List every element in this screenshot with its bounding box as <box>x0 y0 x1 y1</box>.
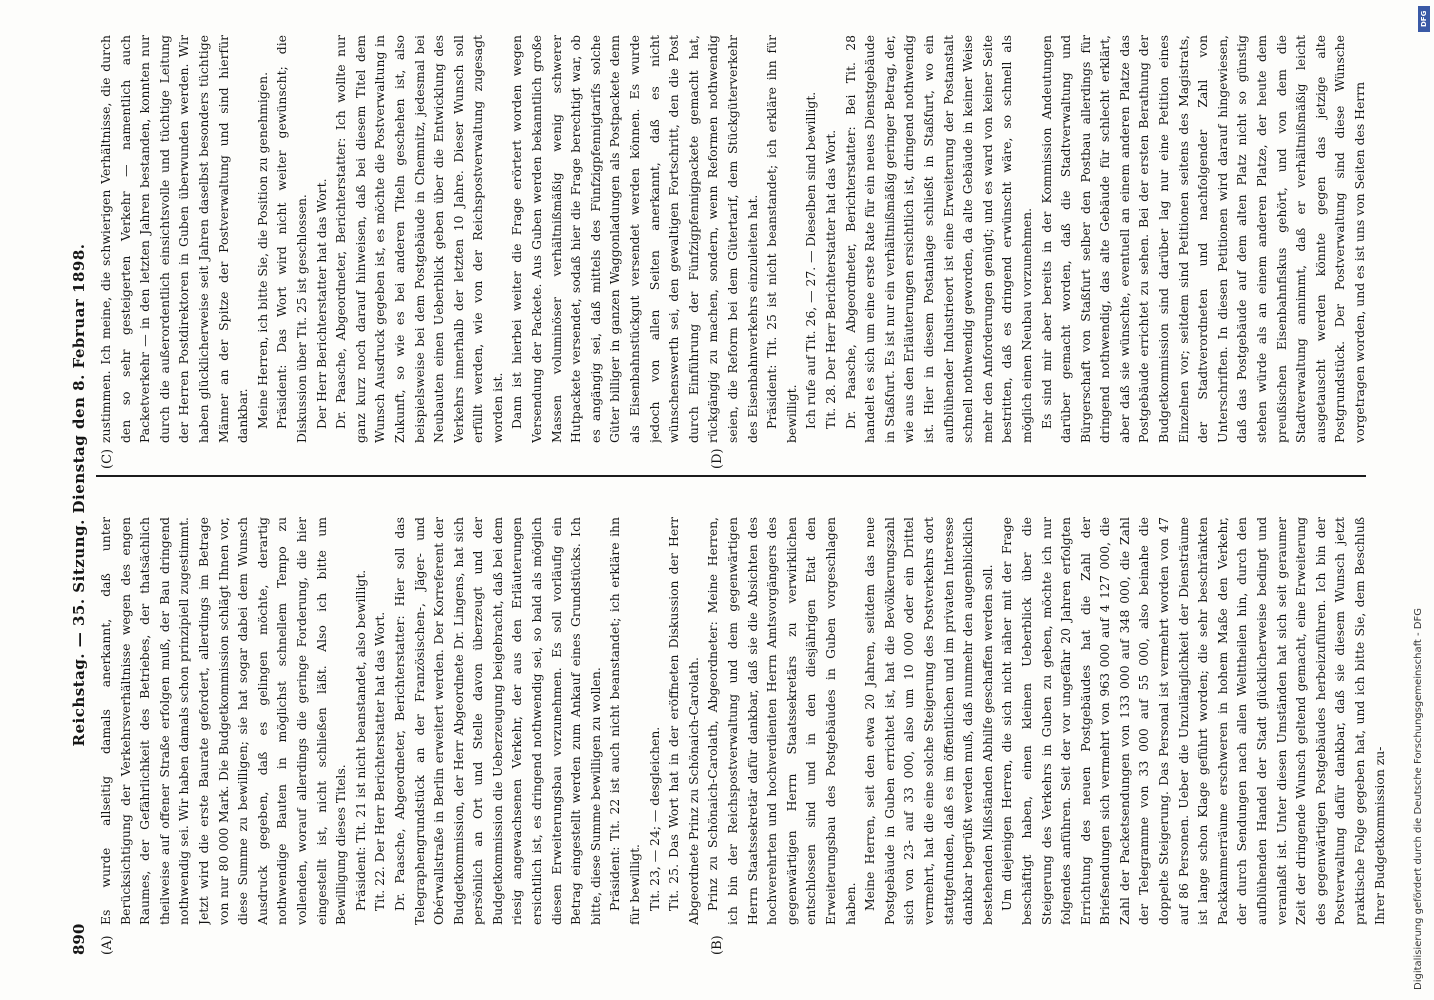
digitization-note <box>1413 0 1433 1000</box>
column-divider <box>96 475 1366 477</box>
paragraph: Ich rufe auf Tit. 26, — 27. — Dieselben sind bewilligt. <box>803 91 819 429</box>
paragraph: Präsident: Tit. 25 ist nicht beanstandet; ich erkläre ihn für bewilligt. <box>764 35 799 443</box>
paragraph: Um diejenigen Herren, die sich nicht näher mit der Frage beschäftigt haben, einen kleinen Ueberblick über die Steigerung des Verkehrs in Guben zu geben, möchte ich nur folgendes anführen. Seit der vor ungefähr 20 Jahren erfolgten Errichtung des neuen Postgebäudes hat die Zahl der Briefsendungen sich vermehrt von 963 000 auf 4 127 000, die Zahl der Packetsendungen von 133 000 auf 348 000, die Zahl der Telegramme von 33 000 auf 55 000, also beinahe die doppelte Steigerung. Das Personal ist vermehrt worden von 47 auf 86 Personen. Ueber die Unzulänglichkeit der Diensträume ist lange schon Klage geführt worden; die sehr beschränkten Packkammerräume erschweren in hohem Maße den Verkehr, der durch Sendungen nach allen Welttheilen hin, durch den aufblühenden Handel der Stadt glücklicherweise bedingt und veranlaßt ist. Unter diesen Umständen hat sich seit geraumer Zeit der dringende Wunsch geltend gemacht, eine Erweiterung des gegenwärtigen Postgebäudes herbeizuführen. Ich bin der Postverwaltung dafür dankbar, daß sie diesem Wunsch jetzt praktische Folge gegeben hat, und ich bitte Sie, dem Beschluß Ihrer Budgetkommission zu- <box>999 517 1387 925</box>
paragraph: Dann ist hierbei weiter die Frage erörtert worden wegen Versendung der Packete. Aus Guben werden bekanntlich große Massen voluminöser verhältnißmäßig wenig schwerer Hutpackete versendet, sodaß hier die Frage berechtigt war, ob es angängig sei, daß mittels des Fünfzigpfennigtarifs solche Güter billiger in ganzen Waggonladungen als Postpackete denn als Eisenbahnstückgut versendet werden können. Es wurde jedoch von allen Seiten anerkannt, daß es nicht wünschenswerth sei, den gewaltigen Fortschritt, den die Post durch Einführung der Fünfzigpfennigpackete gemacht hat, rückgängig zu machen, sondern, wenn Reformen nothwendig seien, die Reform bei dem Gütertarif, dem Stückgüterverkehr des Eisenbahnverkehrs einzuleiten hat. <box>509 35 760 443</box>
paragraph: Der Herr Berichterstatter hat das Wort. <box>313 178 329 429</box>
paragraph: Meine Herren, ich bitte Sie, die Position zu genehmigen. <box>254 71 270 429</box>
margin-marker-c: (C) <box>100 448 115 469</box>
paragraph: Präsident: Tit. 22 ist auch nicht beanstandet; ich erkläre ihn für bewilligt. <box>607 517 643 925</box>
margin-marker-a: (A) <box>100 935 115 955</box>
paragraph: Dr. Paasche, Abgeordneter, Berichterstatter: Bei Tit. 28 handelt es sich um eine erste Rate für ein neues Dienstgebäude in Staßfurt. Es ist nur ein verhältnißmäßig geringer Betrag, der, wie aus den Erläuterungen ersichtlich ist, dringend nothwendig ist. Hier in diesem Postanlage schließt in Staßfurt, wo ein aufblühender Industrieort ist eine Erweiterung der Postanstalt schnell nothwendig geworden, da alte Gebäude in keiner Weise mehr den Anforderungen genügt; und es ward von keiner Seite bestritten, daß es dringend erwünscht wäre, so schnell als möglich einen Neubau vorzunehmen. <box>842 35 1034 443</box>
margin-marker-d: (D) <box>710 448 725 469</box>
paragraph: Es wurde allseitig damals anerkannt, daß unter Berücksichtigung der Verkehrsverhältnisse wegen des engen Raumes, der Gefährlichkeit des Betriebes, der thatsächlich theilweise auf offener Straße erfolgen muß, der Bau dringend nothwendig sei. Wir haben damals schon prinzipiell zugestimmt. Jetzt wird die erste Baurate gefordert, allerdings im Betrage von nur 80 000 Mark. Die Budgetkommission schlägt Ihnen vor, diese Summe zu bewilligen; sie hat sogar dabei dem Wunsch Ausdruck gegeben, daß es gelingen möchte, derartig nothwendige Bauten in möglichst schnellem Tempo zu vollenden, worauf allerdings die geringe Forderung, die hier eingestellt ist, nicht schließen läßt. Also ich bitte um Bewilligung dieses Titels. <box>98 517 349 925</box>
page-header <box>70 35 92 955</box>
paragraph: zustimmen. Ich meine, die schwierigen Verhältnisse, die durch den so sehr gesteigerten Verkehr — namentlich auch Packetverkehr — in den letzten Jahren bestanden, konnten nur durch die außerordentlich einsichtsvolle und tüchtige Leitung der Herren Postdirektoren in Guben überwunden werden. Wir haben glücklicherweise seit Jahren daselbst besonders tüchtige Männer an der Spitze der Postverwaltung und sind hierfür dankbar. <box>98 35 251 443</box>
paragraph: Meine Herren, seit den etwa 20 Jahren, seitdem das neue Postgebäude in Guben errichtet ist, hat die Bevölkerungszahl sich von 23- auf 33 000, also um 10 000 oder ein Drittel vermehrt, hat die eine solche Steigerung des Postverkehrs dort stattgefunden, daß es im öffentlichen und im privaten Interesse dankbar begrüßt werden muß, daß nunmehr den augenblicklich bestehenden Mißständen Abhilfe geschaffen werden soll. <box>862 517 995 925</box>
right-column <box>96 35 1396 443</box>
paragraph: Tit. 28. Der Herr Berichterstatter hat das Wort. <box>822 129 838 429</box>
digitization-note-text: Digitalisierung gefördert durch die Deutsche Forschungsgemeinschaft - DFG <box>1413 607 1424 990</box>
paragraph: Tit. 23, — 24; — desgleichen. <box>646 726 662 911</box>
paragraph: Dr. Paasche, Abgeordneter, Berichterstatter: Ich wollte nur ganz kurz noch darauf hinweisen, daß bei diesem Titel dem Wunsch Ausdruck gegeben ist, es möchte die Postverwaltung in Zukunft, so wie es bei anderen Titeln geschehen ist, also beispielsweise bei dem Postgebäude in Chemnitz, jedesmal bei Neubauten einen Ueberblick geben über die Entwicklung des Verkehrs innerhalb der letzten 10 Jahre. Dieser Wunsch soll erfüllt werden, wie von der Reichspostverwaltung zugesagt worden ist. <box>333 35 505 443</box>
paragraph: Dr. Paasche, Abgeordneter, Berichterstatter: Hier soll das Telegraphengrundstück an der Französischen-, Jäger- und Obérwallstraße in Berlin erweitert werden. Der Korreferent der Budgetkommission, der Herr Abgeordnete Dr. Lingens, hat sich persönlich an Ort und Stelle davon überzeugt und der Budgetkommission die Ueberzeugung beigebracht, daß bei dem riesig angewachsenen Verkehr, der aus den Erläuterungen ersichtlich ist, es dringend nothwendig sei, so bald als möglich diesen Erweiterungsbau vorzunehmen. Es soll vorläufig ein Betrag eingestellt werden zum Ankauf eines Grundstücks. Ich bitte, diese Summe bewilligen zu wollen. <box>391 517 603 925</box>
paragraph: Präsident: Das Wort wird nicht weiter gewünscht; die Diskussion über Tit. 25 ist geschlossen. <box>274 35 309 443</box>
margin-marker-b: (B) <box>710 935 725 955</box>
paragraph: Es sind mir aber bereits in der Kommission Andeutungen darüber gemacht worden, daß die Stadtverwaltung und Bürgerschaft von Staßfurt selber den Postbau allerdings für dringend nothwendig, das alte Gebäude für schlecht erklärt, aber daß sie wünschte, eventuell an einem anderen Platze das Postgebäude errichtet zu sehen. Bei der ersten Berathung der Budgetkommission sind darüber lag nur eine Petition eines Einzelnen vor; seitdem sind Petitionen seitens des Magistrats, der Stadtverordneten und nachfolgender Zahl von Unterschriften. In diesen Petitionen wird darauf hingewiesen, daß das Postgebäude auf dem alten Platz nicht so günstig stehen würde als an einem anderen Platze, der heute dem preußischen Eisenbahnfiskus gehört, und von dem die Stadtverwaltung annimmt, daß er verhältnißmäßig leicht ausgetauscht werden könnte gegen das jetzige alte Postgrundstück. Der Postverwaltung sind diese Wünsche vorgetragen worden, und es ist uns von Seiten des Herrn <box>1038 35 1367 443</box>
paragraph: Tit. 25. Das Wort hat in der eröffneten Diskussion der Herr Abgeordnete Prinz zu Schönaich-Carolath. <box>666 517 701 925</box>
paragraph: Tit. 22. Der Herr Berichterstatter hat das Wort. <box>372 611 388 911</box>
paragraph: Präsident: Tit. 21 ist nicht beanstandet, also bewilligt. <box>352 569 368 911</box>
page-number: 890 <box>70 923 88 955</box>
paragraph: Prinz zu Schönaich-Carolath, Abgeordneter: Meine Herren, ich bin der Reichspostverwaltung und dem gegenwärtigen Herrn Staatssekretär dafür dankbar, daß sie die Absichten des hochverehrten und hochverdienten Herrn Amtsvorgängers des gegenwärtigen Herrn Staatssekretärs zu verwirklichen entschlossen sind und in den diesjährigen Etat den Erweiterungsbau des Postgebäudes in Guben vorgeschlagen haben. <box>705 517 858 925</box>
left-column <box>96 517 1396 925</box>
rotated-page-content <box>70 35 1410 955</box>
dfg-logo: DFG <box>1418 6 1430 32</box>
page-title: Reichstag. — 35. Sitzung. Dienstag den 8. Februar 1898. <box>70 243 88 747</box>
